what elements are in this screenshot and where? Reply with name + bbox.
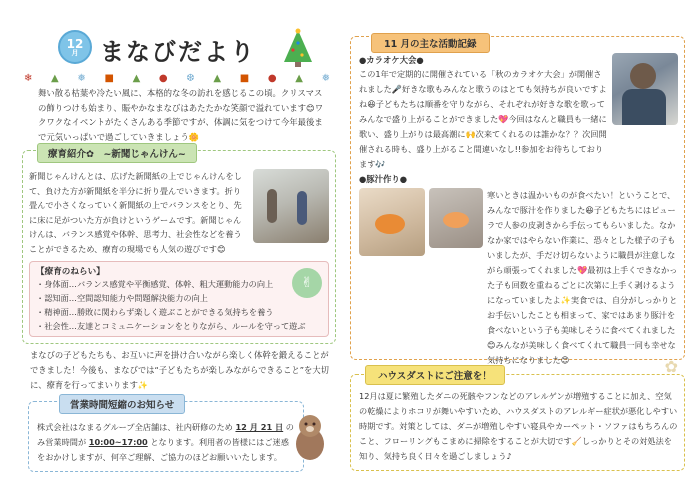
month-unit: 月 (71, 48, 79, 57)
right-column (350, 30, 685, 471)
housedust-heading: ハウスダストにご注意を！ (365, 365, 505, 385)
month-number: 12 (66, 36, 84, 51)
tonjiru-photo (359, 188, 425, 256)
tonjiru-row (359, 188, 678, 368)
month-badge (58, 30, 92, 64)
shinbun-body: 新聞じゃんけんとは、広げた新聞紙の上でじゃんけんをして、負けた方が新聞紙を半分に折り畳んでいきます。折り畳んで小さくなっていく新聞紙の上でバランスをとり、先に床に足がついた方が負けというゲームです。新聞じゃんけんは、バランス感覚や体幹、思考力、社会性などを養うことができるため、療育の現場でも人気の遊びです😊 (29, 171, 242, 254)
notice-heading: 営業時間短縮のお知らせ (59, 394, 185, 414)
children-photo (253, 169, 329, 243)
masthead (18, 8, 336, 70)
goal-item: ・認知面…空間認知能力や問題解決能力の向上 (36, 292, 208, 303)
notice-time: 10:00~17:00 (88, 436, 148, 447)
ryoiku-outro: まなびの子どもたちも、お互いに声を掛け合いながら楽しく体幹を鍛えることができました！今後も、まなびでは“子どもたちが楽しみながらできること”を大切に、療育を行ってまいります✨ (30, 350, 329, 390)
activities-heading: 11 月の主な活動記録 (371, 33, 490, 53)
notice-text-before: 株式会社はなまるグループ全店舗は、社内研修のため (37, 421, 233, 432)
goal-item: ・社会性…友達とコミュニケーションをとりながら、ルールを守って遊ぶ (36, 321, 306, 332)
ryoiku-heading: 療育紹介✿ ~新聞じゃんけん~ (37, 143, 197, 163)
ryoiku-heading-wrap (25, 142, 197, 163)
bell-icon: ● (158, 72, 168, 84)
notice-date: 12 月 21 日 (235, 421, 284, 432)
goal-item: ・精神面…勝敗に関わらず楽しく遊ぶことができる気持ちを養う (36, 306, 274, 317)
snowflake-icon: ❆ (186, 72, 195, 84)
karaoke-row (359, 53, 678, 172)
notice-body (37, 420, 297, 465)
shinbun-row (29, 169, 329, 257)
snowflake-icon: ❅ (321, 72, 330, 84)
goals-box (29, 261, 329, 338)
tonjiru-text: 寒いときは温かいものが食べたい！ということで、みんなで豚汁を作りました😆子どもたちにはピューラで人参の皮剥きから手伝ってもらいました。なかなか家ではやらない作業に、恐々とした様子の子もいましたが、手だけ切らないように職員が注意しながら頑張ってくれました💖最初は上手くできなかった子も回数を重ねるごとに次第に上手く剥けるようになっていましたよ✨実食では、自分がしっかりとお手伝いしたことも相まって、家ではあまり豚汁を食べないという子も美味しそうに食べてくれました😊みんなが美味しく食べてくれて職員一同も幸せな気持ちになりました😊 (487, 190, 678, 365)
santa-icon: ❄ (24, 72, 33, 84)
notice-text-mid: のみ営業時間が (37, 421, 294, 447)
ryoiku-section (22, 150, 336, 344)
notice-text-after: となります。利用者の皆様にはご迷惑をおかけしますが、何卒ご理解、ご協力のほどお願いいたします。 (37, 436, 289, 462)
goals-list (36, 277, 322, 334)
tree-icon: ▲ (51, 72, 59, 84)
intro-text: 舞い散る枯葉や冷たい風に、本格的な冬の訪れを感じるこの頃。クリスマスの飾りつけも始まり、賑やかなまなびはあたたかな笑顔で溢れています😊ワクワクなイベントがたくさんある季節ですが、体調に気をつけて今年最後まで元気いっぱいで過ごしていきましょう🌼 (38, 88, 324, 142)
left-column (18, 8, 336, 472)
otter-icon (292, 412, 328, 462)
notice-section (28, 401, 304, 472)
goal-item: ・身体面…バランス感覚や平衡感覚、体幹、粗大運動能力の向上 (36, 278, 274, 289)
tree-icon: ▲ (213, 72, 222, 84)
karaoke-text-block (359, 53, 608, 172)
hand-sign-icon: ✌ (292, 268, 322, 298)
snowflake-icon: ❅ (77, 72, 86, 84)
gift-icon: ■ (239, 72, 250, 84)
christmas-tree-icon (280, 28, 316, 68)
goals-title: 【療育のねらい】 (36, 266, 105, 277)
housedust-text: 12月は夏に繁殖したダニの死骸やフンなどのアレルゲンが増殖することに加え、空気の乾燥によりホコリが舞いやすいため、ハウスダストのアレルギー症状が悪化しやすい時期です。対策としては、ダニが増殖しやすい寝具やカーペット・ソファはもちろんのこと、フローリングもこまめに掃除をすることが大切です🧹しっかりとその対処法を知り、気持ち良く日々を過ごしましょう♪ (359, 391, 678, 461)
tonjiru-photo-2 (429, 188, 483, 248)
karaoke-text: この1年で定期的に開催されている「秋のカラオケ大会」が開催されました🎤好きな歌もみんなと歌うのはとても気持ちが良いですよね😆子どもたちは順番を守りながら、それぞれが好きな歌を歌ってみんなで盛り上がることができました💖今回はなんと職員も一緒に歌い、盛り上がりは最高潮に🙌次来てくれるのは誰かな？？次回開催される時も、盛り上がること間違いなし!!参加をお待ちしております🎶 (359, 69, 607, 169)
karaoke-label: ●カラオケ大会● (359, 55, 424, 65)
gift-icon: ■ (104, 72, 114, 84)
tree-icon: ▲ (132, 72, 141, 84)
tonjiru-label: ●豚汁作り● (359, 174, 408, 184)
flower-icon: ✿ (664, 357, 678, 376)
tree-icon: ▲ (295, 72, 303, 84)
housedust-section (350, 357, 685, 471)
decoration-row (24, 70, 330, 86)
bell-icon: ● (267, 72, 277, 84)
activities-section (350, 36, 685, 365)
newsletter-title: まなびだより (100, 38, 256, 66)
karaoke-photo (612, 53, 678, 125)
notice-heading-wrap (47, 393, 185, 414)
